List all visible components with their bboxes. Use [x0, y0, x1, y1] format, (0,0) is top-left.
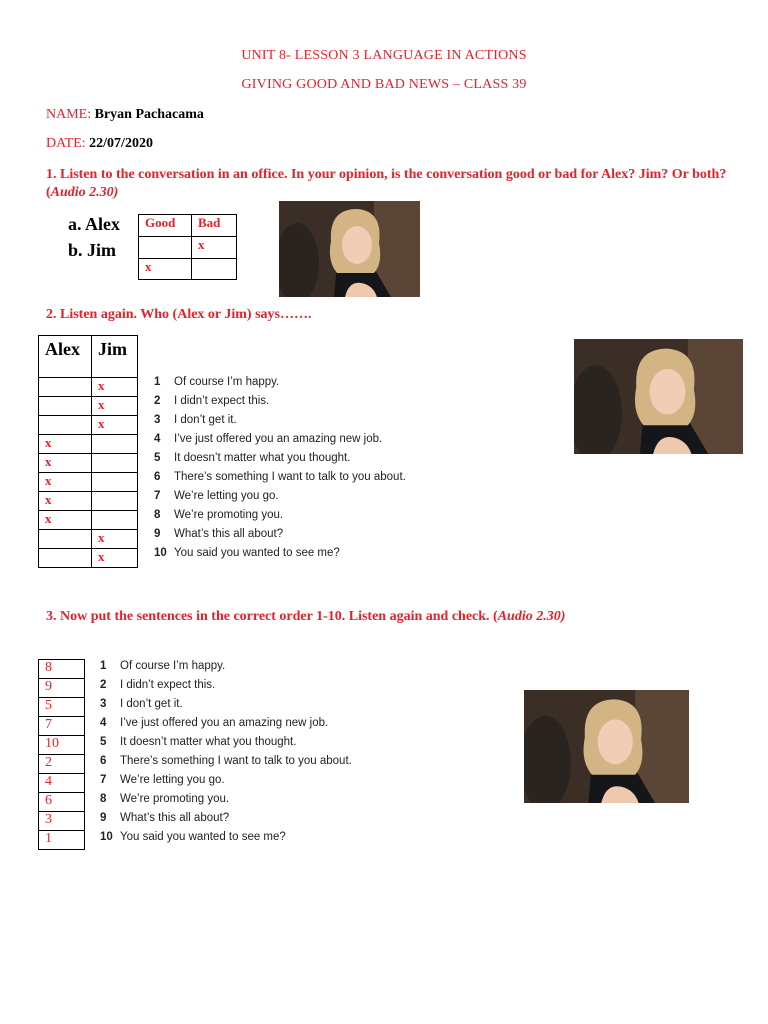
sentence-item: 5 It doesn’t matter what you thought.	[100, 736, 297, 748]
q2-jim-5	[92, 454, 138, 473]
date-label: DATE:	[46, 136, 86, 151]
q2-alex-1	[39, 378, 92, 397]
q2-alex-2	[39, 397, 92, 416]
sentence-item: 9 What’s this all about?	[100, 812, 230, 824]
q2-col-alex: Alex	[39, 336, 92, 378]
q3-order-7: 4	[39, 774, 85, 793]
q1-row-alex-label: a. Alex	[68, 214, 120, 234]
q2-jim-8	[92, 511, 138, 530]
q3-order-3: 5	[39, 698, 85, 717]
q2-alex-9	[39, 530, 92, 549]
sentence-item: 5 It doesn’t matter what you thought.	[154, 452, 351, 464]
sentence-list-q2	[154, 376, 454, 568]
sentence-item: 4 I’ve just offered you an amazing new job.	[154, 433, 383, 445]
sentence-item: 3 I don’t get it.	[100, 698, 183, 710]
question-1-audio: Audio 2.30)	[50, 185, 119, 200]
q3-order-6: 2	[39, 755, 85, 774]
q2-jim-3: x	[92, 416, 138, 435]
question-3-audio: Audio 2.30)	[497, 609, 566, 624]
q3-order-2: 9	[39, 679, 85, 698]
sentence-item: 1 Of course I’m happy.	[100, 660, 226, 672]
sentence-list-q3	[100, 660, 400, 852]
q2-jim-1: x	[92, 378, 138, 397]
q1-col-good: Good	[139, 215, 192, 237]
q2-alex-7: x	[39, 492, 92, 511]
q3-order-9: 3	[39, 812, 85, 831]
sentence-item: 10 You said you wanted to see me?	[100, 831, 286, 843]
q3-order-8: 6	[39, 793, 85, 812]
name-label: NAME:	[46, 107, 92, 122]
q2-alex-10	[39, 549, 92, 568]
sentence-item: 2 I didn’t expect this.	[100, 679, 216, 691]
q2-jim-4	[92, 435, 138, 454]
q1-alex-good	[139, 237, 192, 259]
sentence-item: 4 I’ve just offered you an amazing new job.	[100, 717, 329, 729]
q2-jim-10: x	[92, 549, 138, 568]
q2-jim-9: x	[92, 530, 138, 549]
q2-alex-6: x	[39, 473, 92, 492]
sentence-item: 2 I didn’t expect this.	[154, 395, 270, 407]
q2-jim-2: x	[92, 397, 138, 416]
question-1	[46, 166, 736, 202]
sentence-item: 7 We’re letting you go.	[100, 774, 225, 786]
sentence-item: 3 I don’t get it.	[154, 414, 237, 426]
office-photo-3	[524, 690, 689, 803]
q2-alex-8: x	[39, 511, 92, 530]
question-2: 2. Listen again. Who (Alex or Jim) says…….	[46, 307, 312, 322]
date-value: 22/07/2020	[89, 136, 153, 151]
name-field	[46, 107, 204, 123]
q1-jim-good: x	[139, 259, 192, 280]
sentence-item: 8 We’re promoting you.	[100, 793, 230, 805]
q2-col-jim: Jim	[92, 336, 138, 378]
q3-order-10: 1	[39, 831, 85, 850]
q1-table	[138, 214, 237, 280]
office-photo-2	[574, 339, 743, 454]
sentence-item: 6 There’s something I want to talk to you about.	[100, 755, 352, 767]
q1-alex-bad: x	[192, 237, 237, 259]
question-1-text: 1. Listen to the conversation in an office. In your opinion, is the conversation good or bad for Alex? Jim? Or both? (	[46, 167, 727, 200]
q1-col-bad: Bad	[192, 215, 237, 237]
lesson-subtitle: GIVING GOOD AND BAD NEWS – CLASS 39	[241, 77, 527, 92]
q3-order-4: 7	[39, 717, 85, 736]
date-field	[46, 136, 153, 152]
q2-alex-4: x	[39, 435, 92, 454]
sentence-item: 1 Of course I’m happy.	[154, 376, 280, 388]
q2-jim-6	[92, 473, 138, 492]
q3-order-table	[38, 659, 85, 850]
question-3-text: 3. Now put the sentences in the correct order 1-10. Listen again and check. (	[46, 609, 498, 624]
sentence-item: 7 We’re letting you go.	[154, 490, 279, 502]
q2-table	[38, 335, 138, 568]
q3-order-5: 10	[39, 736, 85, 755]
question-3	[46, 608, 736, 626]
q1-jim-bad	[192, 259, 237, 280]
sentence-item: 6 There’s something I want to talk to you about.	[154, 471, 406, 483]
sentence-item: 10 You said you wanted to see me?	[154, 547, 340, 559]
name-value: Bryan Pachacama	[94, 107, 204, 122]
q2-alex-3	[39, 416, 92, 435]
office-photo-1	[279, 201, 420, 297]
q2-jim-7	[92, 492, 138, 511]
q2-alex-5: x	[39, 454, 92, 473]
q1-row-jim-label: b. Jim	[68, 240, 117, 260]
sentence-item: 9 What’s this all about?	[154, 528, 284, 540]
sentence-item: 8 We’re promoting you.	[154, 509, 284, 521]
lesson-title: UNIT 8- LESSON 3 LANGUAGE IN ACTIONS	[241, 48, 527, 63]
q3-order-1: 8	[39, 660, 85, 679]
